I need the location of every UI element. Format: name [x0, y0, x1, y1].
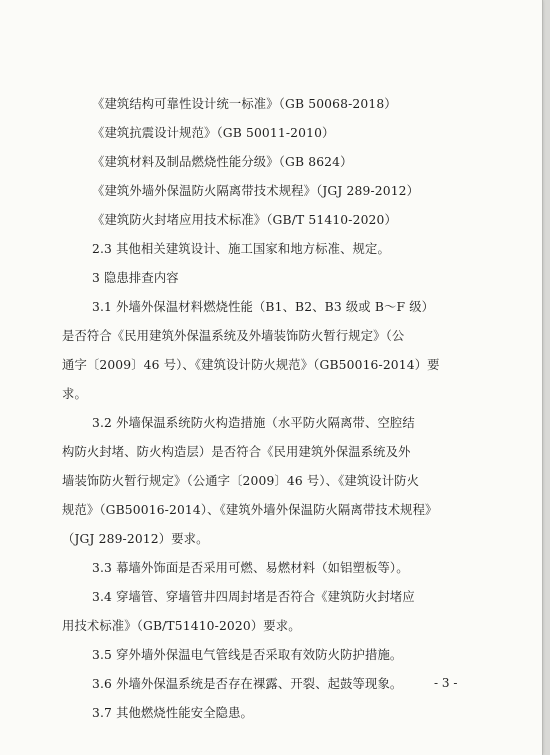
- body-text-line: 墙装饰防火暂行规定》（公通字〔2009〕46 号）、《建筑设计防火: [62, 474, 420, 488]
- body-text-line: 3.6 外墙外保温系统是否存在裸露、开裂、起鼓等现象。: [92, 677, 403, 691]
- standard-reference-line: 《建筑防火封堵应用技术标准》（GB/T 51410-2020）: [92, 213, 397, 227]
- body-text-line: 3.1 外墙外保温材料燃烧性能（B1、B2、B3 级或 B～F 级）: [92, 300, 435, 314]
- body-text-line: 3.3 幕墙外饰面是否采用可燃、易燃材料（如铝塑板等）。: [92, 561, 409, 575]
- body-text-line: 构防火封堵、防火构造层）是否符合《民用建筑外保温系统及外: [62, 445, 411, 459]
- standard-reference-line: 《建筑材料及制品燃烧性能分级》（GB 8624）: [92, 155, 353, 169]
- page-edge: [542, 0, 543, 755]
- body-text-line: 3.4 穿墙管、穿墙管井四周封堵是否符合《建筑防火封堵应: [92, 590, 415, 604]
- body-text-line: 3.2 外墙保温系统防火构造措施（水平防火隔离带、空腔结: [92, 416, 415, 430]
- page-number: - 3 -: [434, 676, 458, 690]
- section-item: 2.3 其他相关建筑设计、施工国家和地方标准、规定。: [92, 242, 390, 256]
- body-text-line: 规范》（GB50016-2014）、《建筑外墙外保温防火隔离带技术规程》: [62, 503, 438, 517]
- body-text-line: 用技术标准》（GB/T51410-2020）要求。: [62, 619, 301, 633]
- standard-reference-line: 《建筑外墙外保温防火隔离带技术规程》（JGJ 289-2012）: [92, 184, 420, 198]
- body-text-line: （JGJ 289-2012）要求。: [62, 532, 209, 546]
- body-text-line: 求。: [62, 387, 87, 401]
- body-text-line: 是否符合《民用建筑外保温系统及外墙装饰防火暂行规定》（公: [62, 329, 405, 343]
- section-heading: 3 隐患排查内容: [92, 271, 179, 285]
- standard-reference-line: 《建筑抗震设计规范》（GB 50011-2010）: [92, 126, 335, 140]
- body-text-line: 3.7 其他燃烧性能安全隐患。: [92, 706, 253, 720]
- body-text-line: 通字〔2009〕46 号）、《建筑设计防火规范》（GB50016-2014）要: [62, 358, 440, 372]
- standard-reference-line: 《建筑结构可靠性设计统一标准》（GB 50068-2018）: [92, 97, 397, 111]
- body-text-line: 3.5 穿外墙外保温电气管线是否采取有效防火防护措施。: [92, 648, 403, 662]
